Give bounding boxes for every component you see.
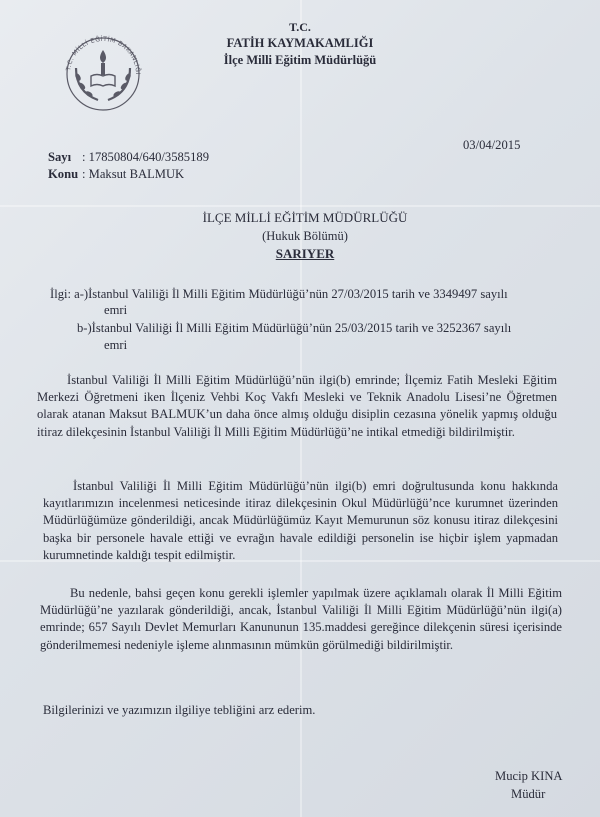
signatory-title: Müdür	[511, 787, 546, 801]
body-paragraph-3: Bu nedenle, bahsi geçen konu gerekli işlemler yapılmak üzere açıklamalı olarak İl Milli Eğitim Müdürlüğü’ne yazılarak gönderildiği, ancak, İstanbul Valiliği İl Milli Eğitim Müdürlüğü’nün ilgi(a) emrinde; 657 Sayılı Devlet Memurları Kanununun 135.maddesi gereğince dilekçenin süresi içerisinde gönderilmemesi nedeniyle işleme alınmasının mümkün görülmediği bildirilmiştir.	[40, 586, 562, 652]
header-org: FATİH KAYMAKAMLIĞI	[226, 36, 374, 50]
header-tc: T.C.	[289, 20, 311, 34]
addressee-line2: (Hukuk Bölümü)	[262, 229, 348, 243]
body-paragraph-2: İstanbul Valiliği İl Milli Eğitim Müdürlüğü’nün ilgi(b) emri doğrultusunda konu hakkında kayıtlarımızın incelenmesi neticesinde itiraz dilekçesinin Okul Müdürlüğü’nce kurumnet üzerinden Müdürlüğümüze gönderildiği, ancak Müdürlüğümüz Kayıt Memurunun söz konusu itiraz dilekçesini başka bir personele havale ettiği ve evrağın havale edildiği personelin ise hiçbir işlem yapmadan kurumnetinde kaldığı tespit edilmiştir.	[43, 479, 558, 562]
document-date: 03/04/2015	[463, 138, 521, 152]
addressee-line1: İLÇE MİLLİ EĞİTİM MÜDÜRLÜĞÜ	[202, 210, 408, 225]
closing-line: Bilgilerinizi ve yazımızın ilgiliye tebliğini arz ederim.	[43, 703, 316, 717]
konu-label: Konu	[48, 167, 79, 181]
ilgi-a: İlgi: a-)İstanbul Valiliği İl Milli Eğitim Müdürlüğü’nün 27/03/2015 tarih ve 3349497 sayılı	[50, 287, 508, 301]
ilgi-a-cont: emri	[104, 303, 128, 317]
signatory-name: Mucip KINA	[495, 769, 563, 783]
konu-value: : Maksut BALMUK	[82, 167, 185, 181]
addressee-line3: SARIYER	[275, 246, 335, 261]
body-paragraph-1: İstanbul Valiliği İl Milli Eğitim Müdürlüğü’nün ilgi(b) emrinde; İlçemiz Fatih Mesleki Eğitim Merkezi Öğretmeni iken İlçeniz Vehbi Koç Vakfı Mesleki ve Teknik Anadolu Lisesi’ne Öğretmen olarak atanan Maksut BALMUK’un daha önce almış olduğu disiplin cezasına yönelik yapmış olduğu itiraz dilekçesinin İstanbul Valiliği İl Milli Eğitim Müdürlüğü’ne intikal etmediği bildirilmiştir.	[37, 373, 557, 439]
svg-text:T.C. MİLLİ EĞİTİM BAKANLIĞI: T.C. MİLLİ EĞİTİM BAKANLIĞI	[65, 35, 142, 75]
ilgi-b-cont: emri	[104, 338, 128, 352]
sayi-label: Sayı	[48, 150, 72, 164]
sayi-value: : 17850804/640/3585189	[82, 150, 209, 164]
ilgi-b: b-)İstanbul Valiliği İl Milli Eğitim Müdürlüğü’nün 25/03/2015 tarih ve 3252367 sayılı	[77, 321, 512, 335]
header-dept: İlçe Milli Eğitim Müdürlüğü	[223, 53, 377, 67]
ministry-logo	[58, 30, 148, 112]
